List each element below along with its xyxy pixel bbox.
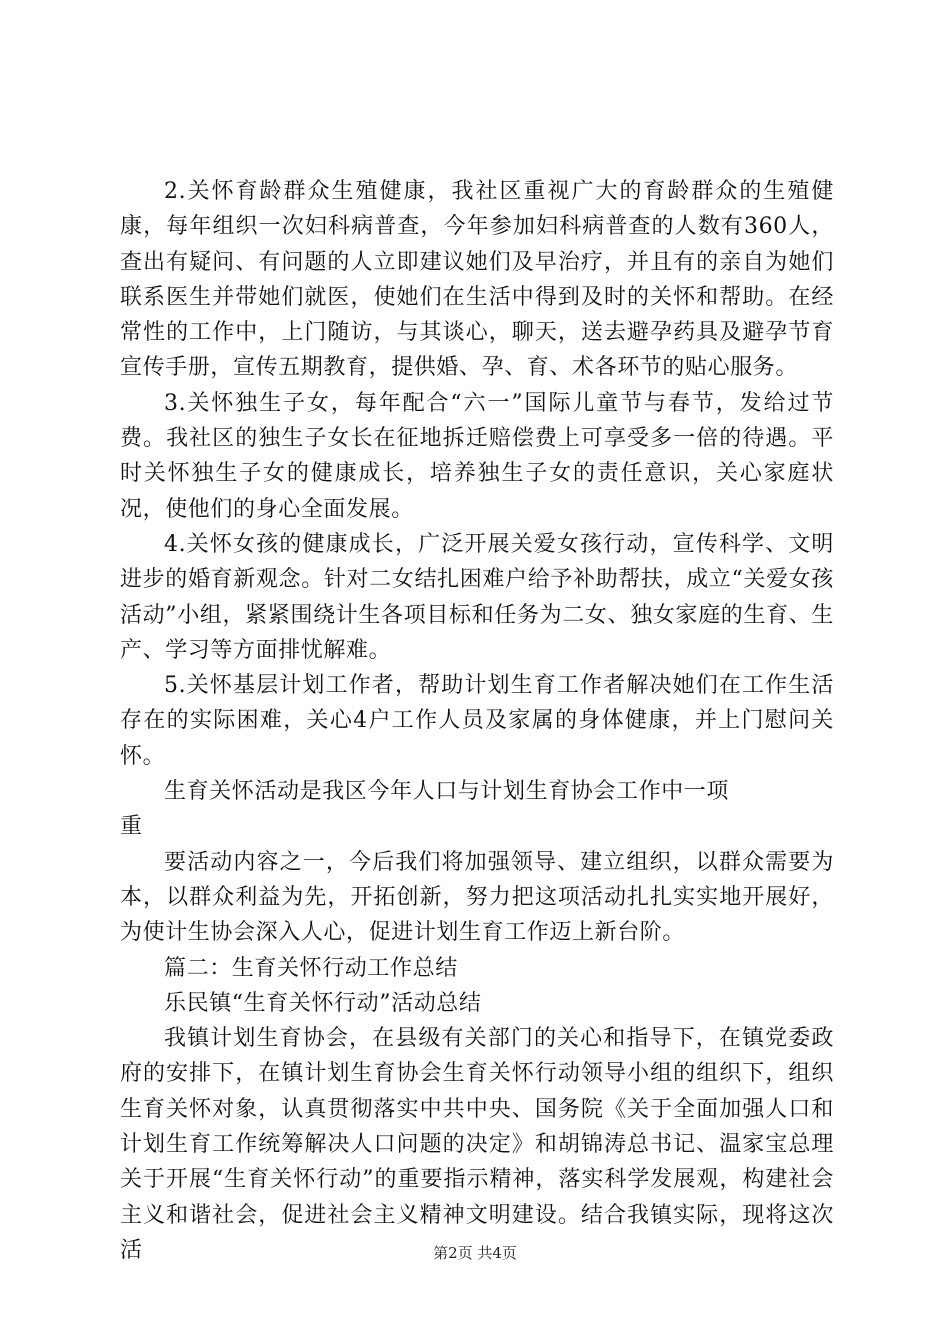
paragraph-item-3: 3.关怀独生子女，每年配合“六一”国际儿童节与春节，发给过节费。我社区的独生子女长在征地拆迁赔偿费上可享受多一倍的待遇。平时关怀独生子女的健康成长，培养独生子女的责任意识，关心家庭状况，使他们的身心全面发展。 bbox=[120, 390, 834, 522]
section-title: 乐民镇“生育关怀行动”活动总结 bbox=[164, 990, 482, 1016]
paragraph-summary-break: 重 bbox=[120, 814, 143, 840]
paragraph-summary-continue: 要活动内容之一，今后我们将加强领导、建立组织，以群众需要为本，以群众利益为先，开拓创新，努力把这项活动扎扎实实地开展好，为使计生协会深入人心，促进计划生育工作迈上新台阶。 bbox=[120, 849, 834, 946]
paragraph-item-2: 2.关怀育龄群众生殖健康，我社区重视广大的育龄群众的生殖健康，每年组织一次妇科病普查，今年参加妇科病普查的人数有360人，查出有疑问、有问题的人立即建议她们及早治疗，并且有的亲自为她们联系医生并带她们就医，使她们在生活中得到及时的关怀和帮助。在经常性的工作中，上门随访，与其谈心，聊天，送去避孕药具及避孕节育宣传手册，宣传五期教育，提供婚、孕、育、术各环节的贴心服务。 bbox=[120, 179, 834, 381]
paragraph-summary-start: 生育关怀活动是我区今年人口与计划生育协会工作中一项 bbox=[164, 779, 730, 805]
paragraph-item-4: 4.关怀女孩的健康成长，广泛开展关爱女孩行动，宣传科学、文明进步的婚育新观念。针对二女结扎困难户给予补助帮扶，成立“关爱女孩活动”小组，紧紧围绕计生各项目标和任务为二女、独女家庭的生育、生产、学习等方面排忧解难。 bbox=[120, 531, 834, 663]
paragraph-item-5: 5.关怀基层计划工作者，帮助计划生育工作者解决她们在工作生活存在的实际困难，关心4户工作人员及家属的身体健康，并上门慰问关怀。 bbox=[120, 673, 834, 769]
page-footer: 第2页 共4页 bbox=[433, 1244, 517, 1262]
document-body bbox=[120, 174, 834, 1268]
section-heading: 篇二：生育关怀行动工作总结 bbox=[164, 955, 458, 981]
paragraph-intro: 我镇计划生育协会，在县级有关部门的关心和指导下，在镇党委政府的安排下，在镇计划生育协会生育关怀行动领导小组的组织下，组织生育关怀对象，认真贯彻落实中共中央、国务院《关于全面加强人口和计划生育工作统筹解决人口问题的决定》和胡锦涛总书记、温家宝总理关于开展“生育关怀行动”的重要指示精神，落实科学发展观，构建社会主义和谐社会，促进社会主义精神文明建设。结合我镇实际，现将这次活 bbox=[120, 1026, 834, 1263]
